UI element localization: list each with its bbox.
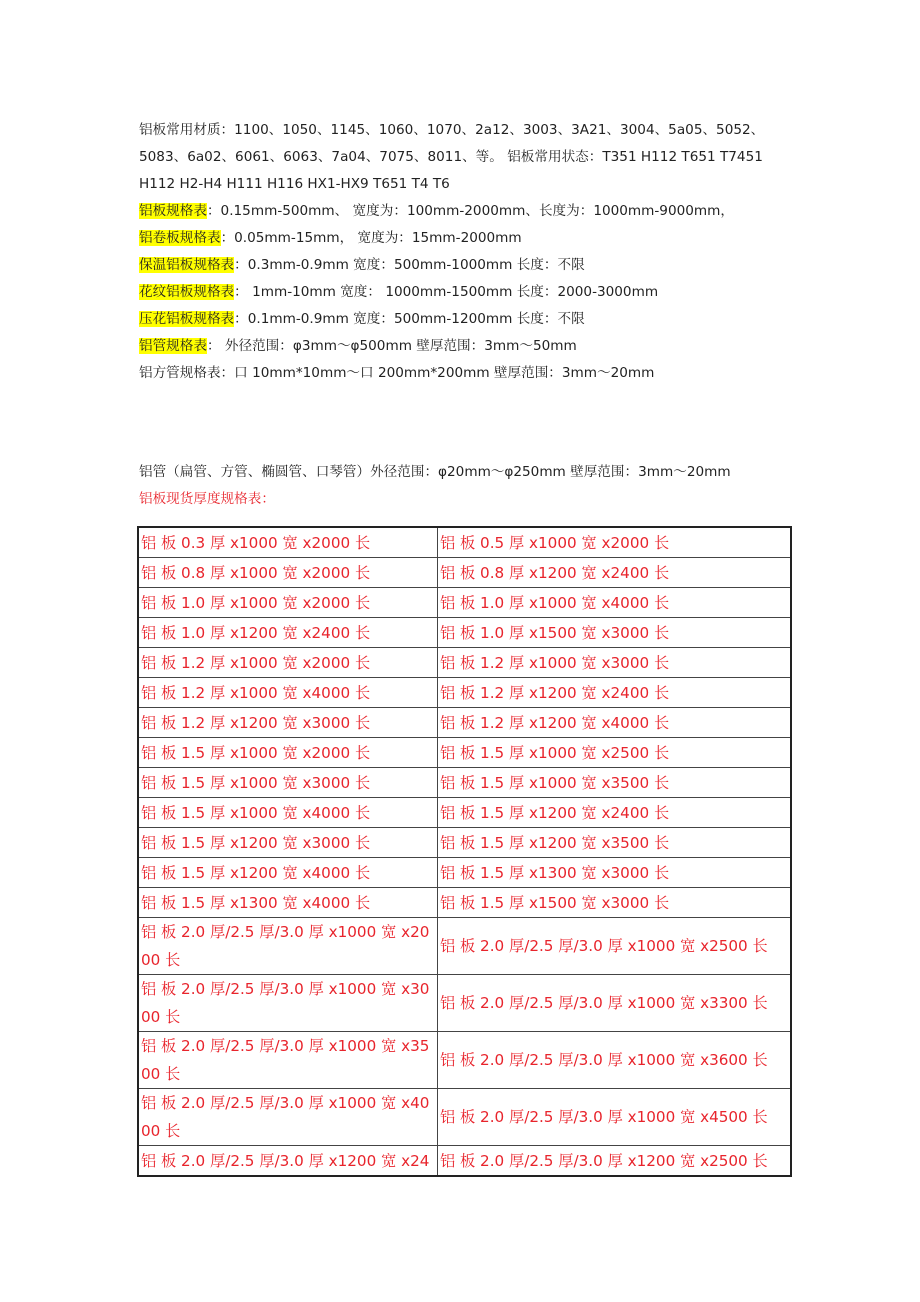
table-row — [138, 828, 791, 858]
cell-text: 铝 板 0.5 厚 x1000 宽 x2000 长 — [440, 533, 670, 552]
table-row — [138, 858, 791, 888]
cell-text: 铝 板 2.0 厚/2.5 厚/3.0 厚 x1200 宽 x24 — [141, 1151, 430, 1170]
table-cell-right — [438, 1089, 792, 1146]
spec-text-pattern: ： 1mm-10mm 宽度： 1000mm-1500mm 长度：2000-3000mm — [234, 284, 659, 300]
table-row — [138, 527, 791, 558]
cell-text: 铝 板 1.5 厚 x1000 宽 x2000 长 — [141, 743, 371, 762]
table-cell-right — [438, 888, 792, 918]
square-tube-line: 铝方管规格表：口 10mm*10mm～口 200mm*200mm 壁厚范围：3mm～20mm — [139, 365, 655, 381]
table-cell-left — [138, 588, 438, 618]
stock-thickness-table — [137, 526, 792, 1177]
table-cell-right — [438, 527, 792, 558]
cell-text: 铝 板 1.5 厚 x1000 宽 x3000 长 — [141, 773, 371, 792]
spec-line-insulation — [139, 252, 585, 279]
cell-text: 铝 板 1.5 厚 x1300 宽 x4000 长 — [141, 893, 371, 912]
table-cell-right — [438, 618, 792, 648]
table-cell-right — [438, 588, 792, 618]
table-cell-left — [138, 1146, 438, 1177]
table-cell-left — [138, 738, 438, 768]
materials-line-3: H112 H2-H4 H111 H116 HX1-HX9 T651 T4 T6 — [139, 176, 450, 192]
table-cell-left — [138, 768, 438, 798]
table-row — [138, 618, 791, 648]
spec-label-plate: 铝板规格表 — [139, 203, 207, 219]
cell-text: 铝 板 2.0 厚/2.5 厚/3.0 厚 x1200 宽 x2500 长 — [440, 1151, 768, 1170]
table-cell-right — [438, 798, 792, 828]
cell-text: 铝 板 1.2 厚 x1000 宽 x3000 长 — [440, 653, 670, 672]
cell-text: 铝 板 1.5 厚 x1000 宽 x4000 长 — [141, 803, 371, 822]
table-cell-right — [438, 1032, 792, 1089]
table-cell-right — [438, 678, 792, 708]
cell-text: 铝 板 1.5 厚 x1200 宽 x4000 长 — [141, 863, 371, 882]
spec-label-embossed: 压花铝板规格表 — [139, 311, 235, 327]
table-cell-left — [138, 828, 438, 858]
cell-text: 铝 板 2.0 厚/2.5 厚/3.0 厚 x1000 宽 x3300 长 — [440, 994, 768, 1012]
table-row — [138, 708, 791, 738]
spec-text-plate: ：0.15mm-500mm、 宽度为：100mm-2000mm、长度为：1000mm-9000mm， — [206, 203, 734, 219]
spec-line-plate — [139, 198, 734, 225]
table-row — [138, 798, 791, 828]
table-cell-right — [438, 918, 792, 975]
cell-text: 铝 板 1.5 厚 x1000 宽 x3500 长 — [440, 773, 670, 792]
spec-line-pattern — [139, 279, 658, 306]
cell-text: 铝 板 1.5 厚 x1200 宽 x3500 长 — [440, 833, 670, 852]
cell-text: 铝 板 1.0 厚 x1000 宽 x4000 长 — [440, 593, 670, 612]
table-cell-left — [138, 648, 438, 678]
spec-line-tube — [139, 333, 577, 360]
table-cell-left — [138, 678, 438, 708]
table-title: 铝板现货厚度规格表： — [139, 491, 275, 507]
cell-text: 铝 板 0.8 厚 x1000 宽 x2000 长 — [141, 563, 371, 582]
table-row — [138, 558, 791, 588]
cell-text: 铝 板 1.2 厚 x1200 宽 x3000 长 — [141, 713, 371, 732]
cell-text: 铝 板 1.2 厚 x1200 宽 x2400 长 — [440, 683, 670, 702]
tube-note-line: 铝管（扁管、方管、椭圆管、口琴管）外径范围：φ20mm～φ250mm 壁厚范围：3mm～20mm — [139, 464, 731, 480]
cell-text: 铝 板 2.0 厚/2.5 厚/3.0 厚 x1000 宽 x4000 长 — [141, 1094, 430, 1140]
cell-text: 铝 板 1.0 厚 x1000 宽 x2000 长 — [141, 593, 371, 612]
cell-text: 铝 板 2.0 厚/2.5 厚/3.0 厚 x1000 宽 x2000 长 — [141, 923, 430, 969]
table-row — [138, 1146, 791, 1177]
table-row — [138, 648, 791, 678]
cell-text: 铝 板 1.5 厚 x1200 宽 x3000 长 — [141, 833, 371, 852]
spec-text-embossed: ：0.1mm-0.9mm 宽度：500mm-1200mm 长度：不限 — [234, 311, 585, 327]
materials-line-2: 5083、6a02、6061、6063、7a04、7075、8011、等。 铝板常用状态：T351 H112 T651 T7451 — [139, 149, 763, 165]
spec-line-embossed — [139, 306, 585, 333]
spec-text-insulation: ：0.3mm-0.9mm 宽度：500mm-1000mm 长度：不限 — [234, 257, 585, 273]
cell-text: 铝 板 1.2 厚 x1200 宽 x4000 长 — [440, 713, 670, 732]
cell-text: 铝 板 2.0 厚/2.5 厚/3.0 厚 x1000 宽 x2500 长 — [440, 937, 768, 955]
table-cell-right — [438, 1146, 792, 1177]
spec-label-pattern: 花纹铝板规格表 — [139, 284, 235, 300]
table-row — [138, 975, 791, 1032]
table-row — [138, 1089, 791, 1146]
table-row — [138, 1032, 791, 1089]
cell-text: 铝 板 1.5 厚 x1500 宽 x3000 长 — [440, 893, 670, 912]
cell-text: 铝 板 1.2 厚 x1000 宽 x4000 长 — [141, 683, 371, 702]
cell-text: 铝 板 2.0 厚/2.5 厚/3.0 厚 x1000 宽 x3600 长 — [440, 1051, 768, 1069]
cell-text: 铝 板 1.5 厚 x1200 宽 x2400 长 — [440, 803, 670, 822]
table-cell-left — [138, 888, 438, 918]
spec-label-insulation: 保温铝板规格表 — [139, 257, 235, 273]
table-cell-right — [438, 558, 792, 588]
table-cell-right — [438, 858, 792, 888]
table-cell-left — [138, 858, 438, 888]
table-cell-left — [138, 558, 438, 588]
table-cell-left — [138, 918, 438, 975]
cell-text: 铝 板 2.0 厚/2.5 厚/3.0 厚 x1000 宽 x4500 长 — [440, 1108, 768, 1126]
table-cell-left — [138, 527, 438, 558]
table-row — [138, 738, 791, 768]
cell-text: 铝 板 1.0 厚 x1200 宽 x2400 长 — [141, 623, 371, 642]
table-row — [138, 888, 791, 918]
spec-line-coil — [139, 225, 522, 252]
table-cell-right — [438, 975, 792, 1032]
table-cell-left — [138, 1089, 438, 1146]
materials-line-1: 铝板常用材质：1100、1050、1145、1060、1070、2a12、3003、3A21、3004、5a05、5052、 — [139, 122, 765, 138]
cell-text: 铝 板 1.2 厚 x1000 宽 x2000 长 — [141, 653, 371, 672]
cell-text: 铝 板 2.0 厚/2.5 厚/3.0 厚 x1000 宽 x3000 长 — [141, 980, 430, 1026]
cell-text: 铝 板 0.8 厚 x1200 宽 x2400 长 — [440, 563, 670, 582]
table-row — [138, 768, 791, 798]
cell-text: 铝 板 1.5 厚 x1300 宽 x3000 长 — [440, 863, 670, 882]
cell-text: 铝 板 2.0 厚/2.5 厚/3.0 厚 x1000 宽 x3500 长 — [141, 1037, 430, 1083]
table-cell-left — [138, 708, 438, 738]
cell-text: 铝 板 1.5 厚 x1000 宽 x2500 长 — [440, 743, 670, 762]
table-cell-left — [138, 1032, 438, 1089]
spec-text-coil: ：0.05mm-15mm， 宽度为：15mm-2000mm — [220, 230, 522, 246]
cell-text: 铝 板 1.0 厚 x1500 宽 x3000 长 — [440, 623, 670, 642]
table-row — [138, 678, 791, 708]
table-row — [138, 588, 791, 618]
spec-label-coil: 铝卷板规格表 — [139, 230, 221, 246]
table-body — [138, 527, 791, 1176]
table-row — [138, 918, 791, 975]
spec-text-tube: ： 外径范围：φ3mm～φ500mm 壁厚范围：3mm～50mm — [206, 338, 577, 354]
table-cell-left — [138, 975, 438, 1032]
cell-text: 铝 板 0.3 厚 x1000 宽 x2000 长 — [141, 533, 371, 552]
table-cell-right — [438, 828, 792, 858]
table-cell-right — [438, 738, 792, 768]
table-cell-right — [438, 768, 792, 798]
table-cell-right — [438, 708, 792, 738]
table-cell-right — [438, 648, 792, 678]
spec-label-tube: 铝管规格表 — [139, 338, 207, 354]
table-cell-left — [138, 798, 438, 828]
table-cell-left — [138, 618, 438, 648]
